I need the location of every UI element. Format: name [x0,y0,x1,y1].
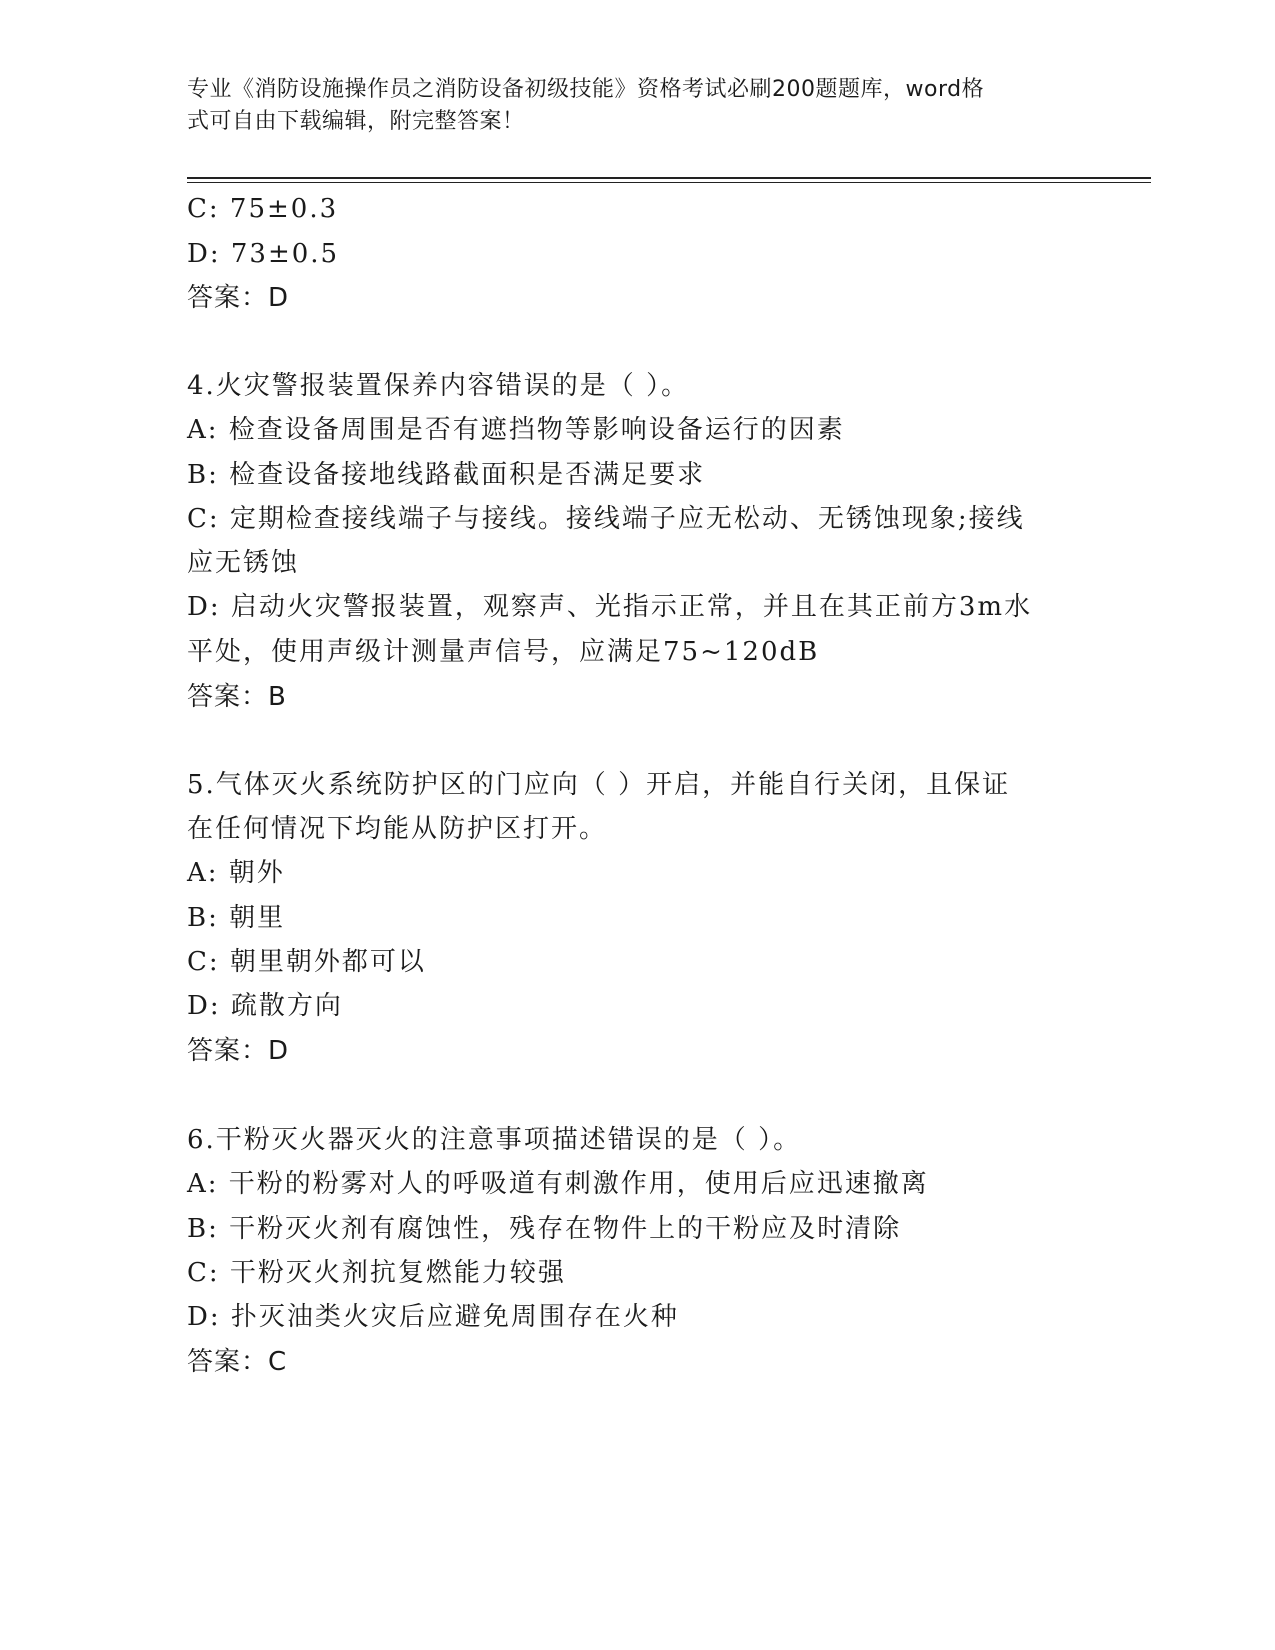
q5-stem-line1: 5.气体灭火系统防护区的门应向（ ）开启，并能自行关闭，且保证 [187,770,1011,800]
header-divider-thick [187,177,1151,179]
q3-option-c: C: 75±0.3 [187,194,339,224]
header-line-2: 式可自由下载编辑，附完整答案！ [187,109,525,134]
q6-answer: 答案：C [187,1347,288,1377]
q5-option-d: D: 疏散方向 [187,991,343,1021]
q5-stem-line2: 在任何情况下均能从防护区打开。 [187,814,608,844]
q4-stem: 4.火灾警报装置保养内容错误的是（ ）。 [187,371,690,401]
q5-option-c: C: 朝里朝外都可以 [187,947,426,977]
q4-answer: 答案：B [187,682,287,712]
q4-option-c-line1: C: 定期检查接线端子与接线。接线端子应无松动、无锈蚀现象;接线 [187,504,1025,534]
header-divider-thin [187,182,1151,183]
header-line-1: 专业《消防设施操作员之消防设备初级技能》资格考试必刷200题题库，word格 [187,77,985,102]
q3-answer: 答案：D [187,283,290,313]
q6-option-a: A: 干粉的粉雾对人的呼吸道有刺激作用，使用后应迅速撤离 [187,1169,929,1199]
q5-answer: 答案：D [187,1036,290,1066]
q4-option-a: A: 检查设备周围是否有遮挡物等影响设备运行的因素 [187,415,845,445]
q5-option-a: A: 朝外 [187,858,285,888]
q6-stem: 6.干粉灭火器灭火的注意事项描述错误的是（ ）。 [187,1125,802,1155]
q4-option-b: B: 检查设备接地线路截面积是否满足要求 [187,460,706,490]
q4-option-c-line2: 应无锈蚀 [187,548,300,578]
q6-option-c: C: 干粉灭火剂抗复燃能力较强 [187,1258,566,1288]
q5-option-b: B: 朝里 [187,903,286,933]
document-header [187,74,1067,138]
q3-option-d: D: 73±0.5 [187,239,340,269]
q4-option-d-line1: D: 启动火灾警报装置，观察声、光指示正常，并且在其正前方3m水 [187,592,1033,622]
q4-option-d-line2: 平处，使用声级计测量声信号，应满足75~120dB [187,637,820,667]
q6-option-b: B: 干粉灭火剂有腐蚀性，残存在物件上的干粉应及时清除 [187,1214,902,1244]
q6-option-d: D: 扑灭油类火灾后应避免周围存在火种 [187,1302,679,1332]
